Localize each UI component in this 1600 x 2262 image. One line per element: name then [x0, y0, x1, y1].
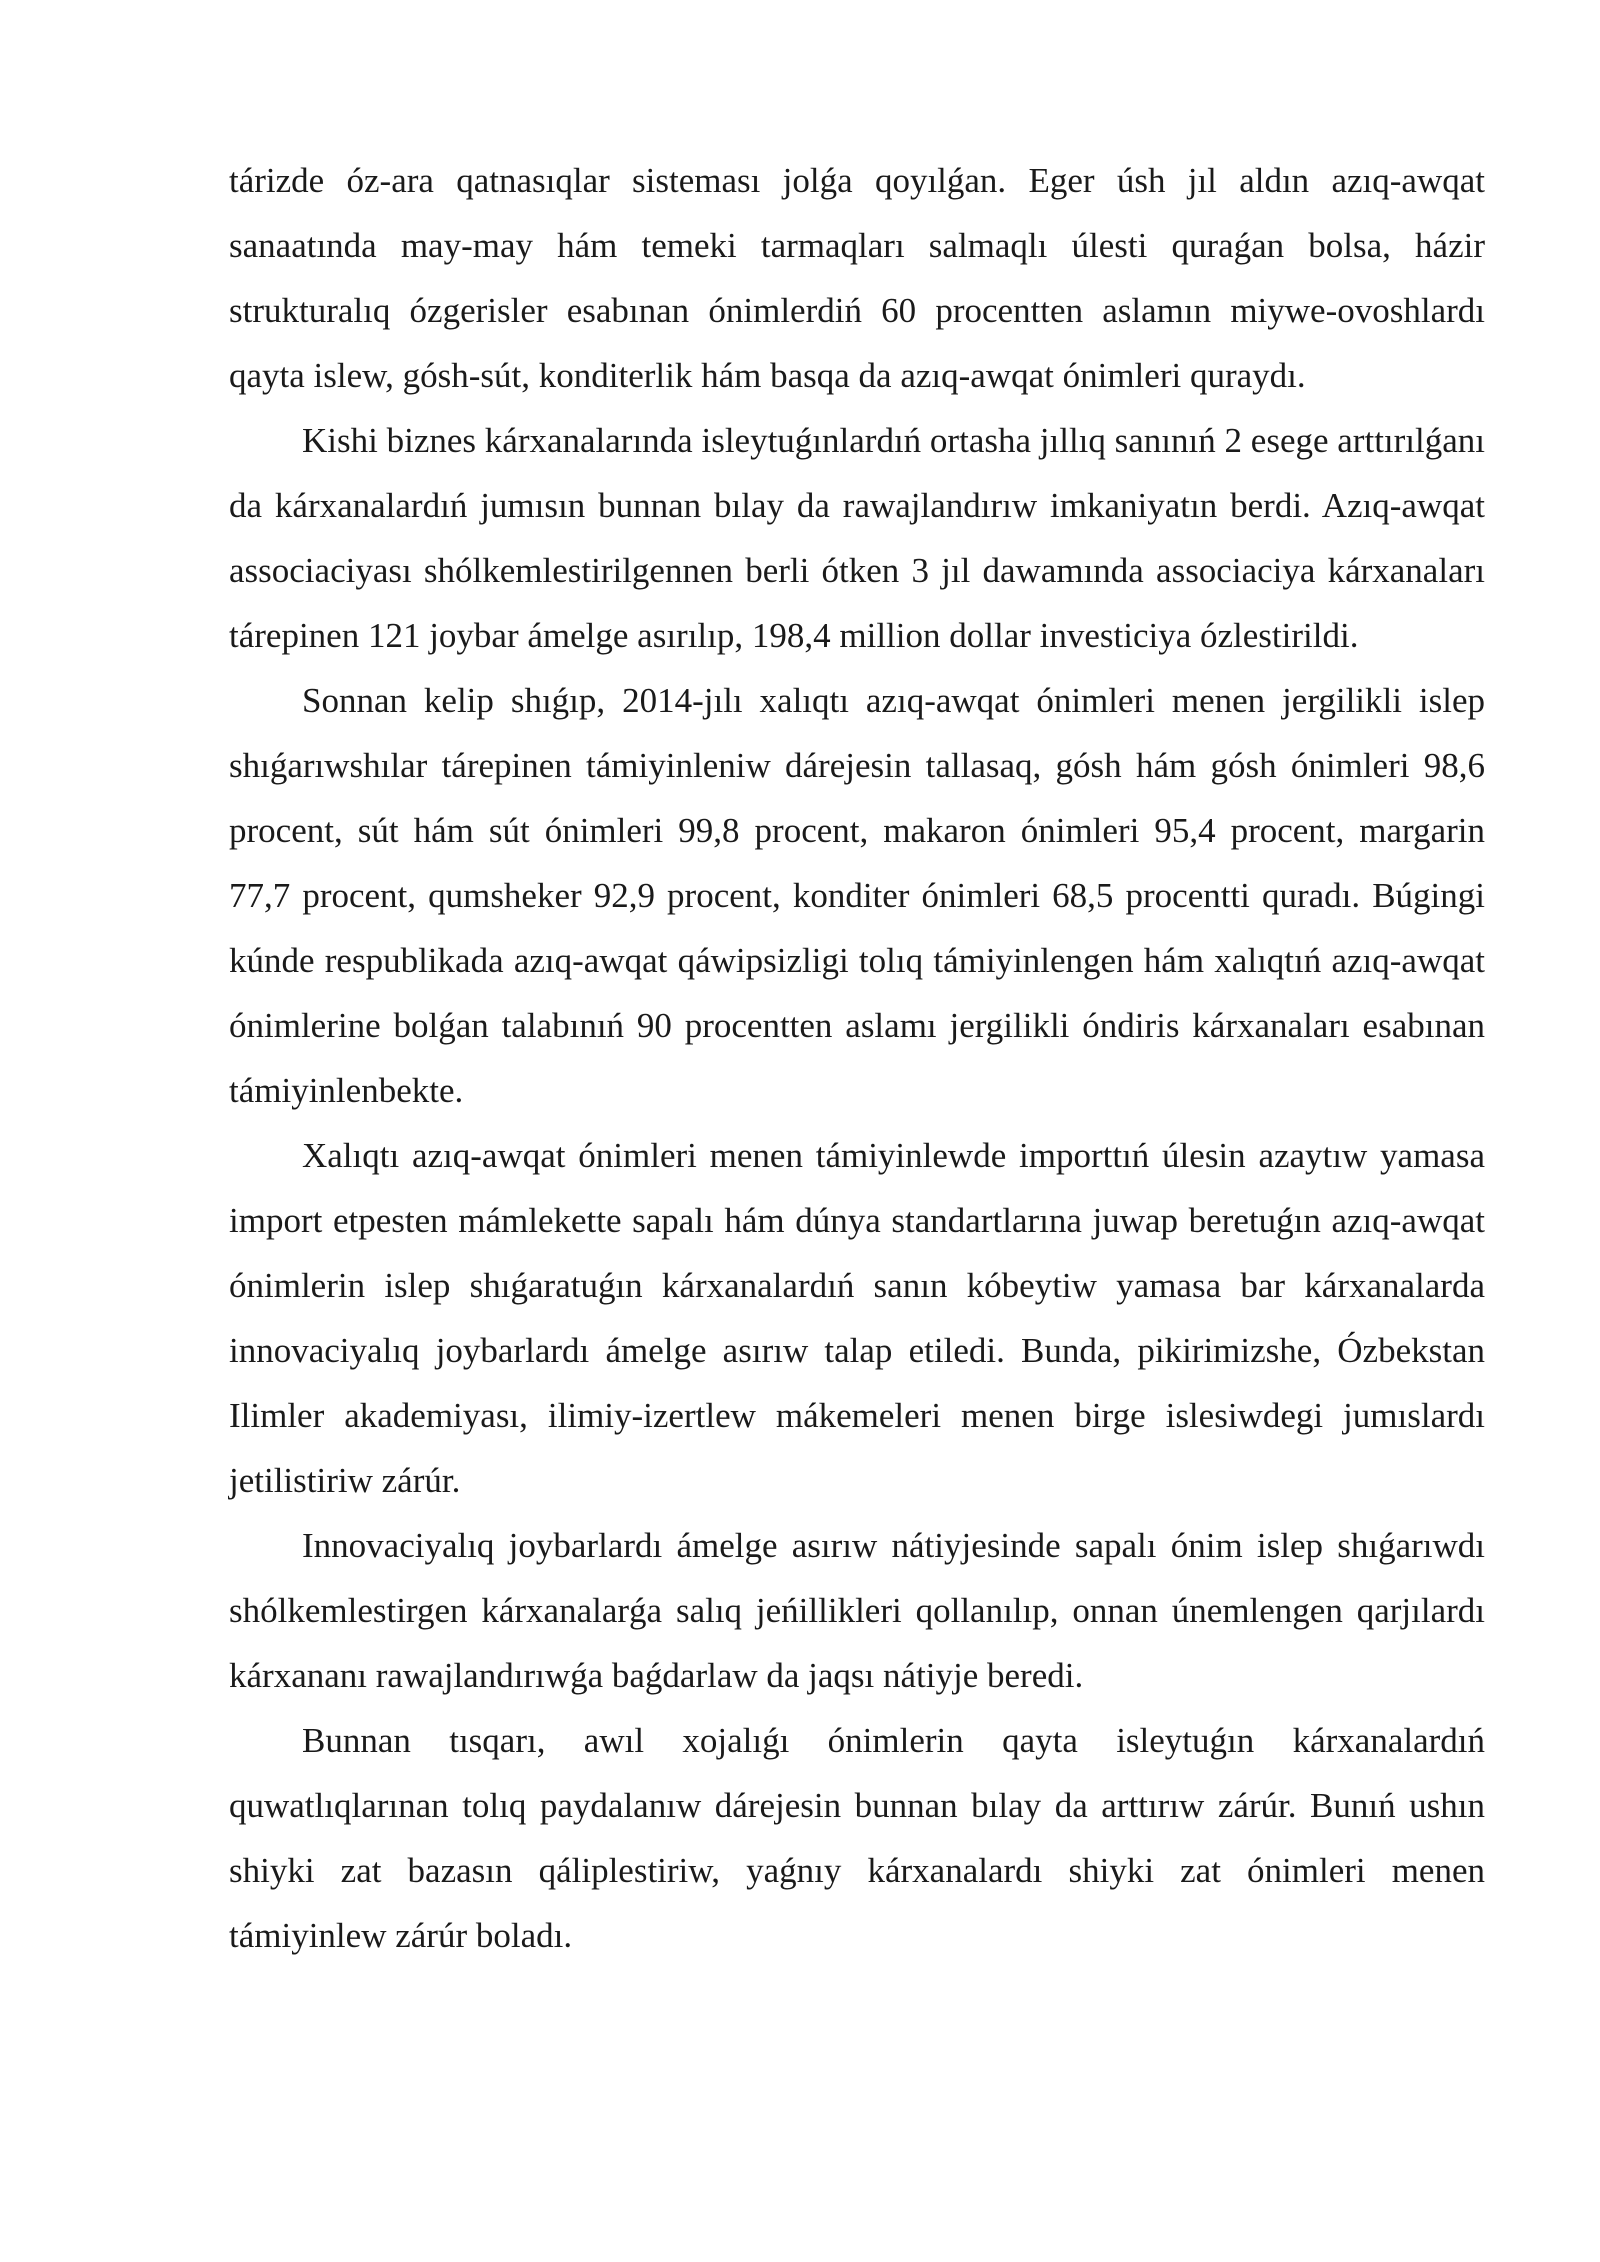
document-body [229, 148, 1485, 1968]
paragraph-supply-levels: Sonnan kelip shıǵıp, 2014-jılı xalıqtı azıq-awqat ónimleri menen jergilikli islep shıǵarıwshılar tárepinen támiyinleniw dárejesin tallasaq, gósh hám gósh ónimleri 98,6 procent, sút hám sút ónimleri 99,8 procent, makaron ónimleri 95,4 procent, margarin 77,7 procent, qumsheker 92,9 procent, konditer ónimleri 68,5 procentti quradı. Búgingi kúnde respublikada azıq-awqat qáwipsizligi tolıq támiyinlengen hám xalıqtıń azıq-awqat ónimlerine bolǵan talabınıń 90 procentten aslamı jergilikli óndiris kárxanaları esabınan támiyinlenbekte. [229, 681, 1485, 1110]
paragraph-continuation: tárizde óz-ara qatnasıqlar sisteması jolǵa qoyılǵan. Eger úsh jıl aldın azıq-awqat sanaatında may-may hám temeki tarmaqları salmaqlı úlesti quraǵan bolsa, házir strukturalıq ózgerisler esabınan ónimlerdiń 60 procentten aslamın miywe-ovoshlardı qayta islew, gósh-sút, konditerlik hám basqa da azıq-awqat ónimleri quraydı. [229, 161, 1485, 395]
paragraph-small-business: Kishi biznes kárxanalarında isleytuǵınlardıń ortasha jıllıq sanınıń 2 esege arttırılǵanı da kárxanalardıń jumısın bunnan bılay da rawajlandırıw imkaniyatın berdi. Azıq-awqat associaciyası shólkemlestirilgennen berli ótken 3 jıl dawamında associaciya kárxanaları tárepinen 121 joybar ámelge asırılıp, 198,4 million dollar investiciya ózlestirildi. [229, 421, 1485, 655]
paragraph-import-reduction: Xalıqtı azıq-awqat ónimleri menen támiyinlewde importtıń úlesin azaytıw yamasa import etpesten mámlekette sapalı hám dúnya standartlarına juwap beretuǵın azıq-awqat ónimlerin islep shıǵaratuǵın kárxanalardıń sanın kóbeytiw yamasa bar kárxanalarda innovaciyalıq joybarlardı ámelge asırıw talap etiledi. Bunda, pikirimizshe, Ózbekstan Ilimler akademiyası, ilimiy-izertlew mákemeleri menen birge islesiwdegi jumıslardı jetilistiriw zárúr. [229, 1136, 1485, 1500]
paragraph-innovation: Innovaciyalıq joybarlardı ámelge asırıw nátiyjesinde sapalı ónim islep shıǵarıwdı shólkemlestirgen kárxanalarǵa salıq jeńillikleri qollanılıp, onnan únemlengen qarjılardı kárxananı rawajlandırıwǵa baǵdarlaw da jaqsı nátiyje beredi. [229, 1526, 1485, 1695]
paragraph-capacity: Bunnan tısqarı, awıl xojalıǵı ónimlerin qayta isleytuǵın kárxanalardıń quwatlıqlarınan tolıq paydalanıw dárejesin bunnan bılay da arttırıw zárúr. Bunıń ushın shiyki zat bazasın qáliplestiriw, yaǵnıy kárxanalardı shiyki zat ónimleri menen támiyinlew zárúr boladı. [229, 1721, 1485, 1955]
